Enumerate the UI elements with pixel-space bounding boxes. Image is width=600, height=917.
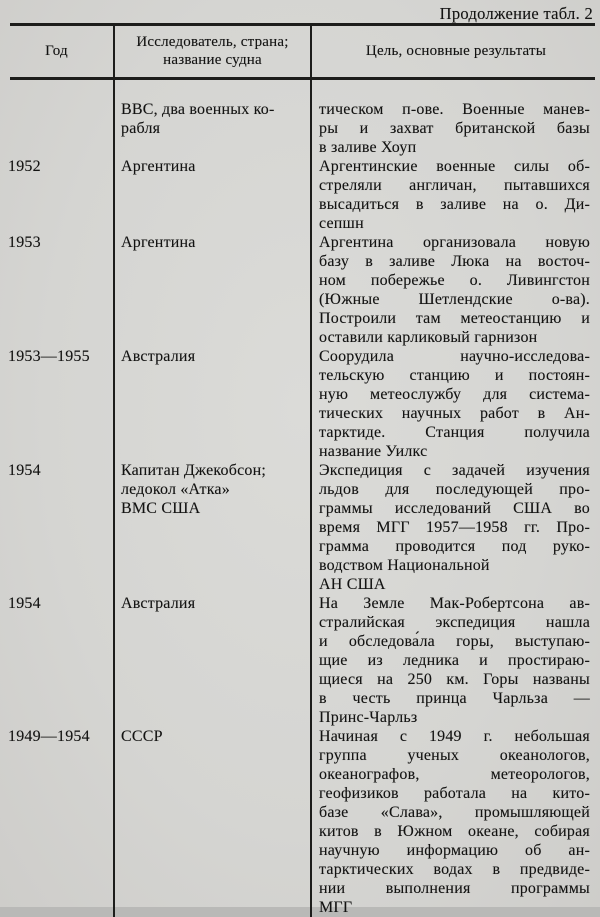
- results-cell: [310, 157, 600, 233]
- researcher-line: Капитан Джекобсон;: [121, 462, 266, 479]
- results-line: Построили там метеостанцию и: [319, 310, 590, 327]
- year-cell: [0, 347, 113, 461]
- results-line: название Уилкс: [319, 443, 428, 460]
- table-continuation-caption: Продолжение табл. 2: [439, 4, 593, 23]
- results-cell: [310, 347, 600, 461]
- header-results-label: Цель, основные результаты: [365, 42, 547, 59]
- results-line: геофизиков работала на кито-: [319, 785, 590, 802]
- results-line: Экспедиция с задачей изучения: [319, 462, 590, 479]
- table-row: [0, 233, 600, 347]
- header-cell-researcher: [113, 26, 310, 77]
- results-line: сепшн: [319, 215, 364, 232]
- year-text: 1954: [8, 462, 41, 479]
- researcher-line: Австралия: [121, 595, 196, 612]
- results-line: Соорудила научно-исследова-: [319, 348, 590, 365]
- year-text: 1953: [8, 234, 41, 251]
- header-researcher-label: [136, 34, 288, 69]
- results-line: научную информацию об ан-: [319, 842, 590, 859]
- results-line: Принс-Чарльз: [319, 709, 418, 726]
- results-line: тарктических водах в предвиде-: [319, 861, 590, 878]
- table-row: [0, 594, 600, 727]
- results-line: стралийская экспедиция нашла: [319, 614, 590, 631]
- results-line: в заливе Хоуп: [319, 139, 417, 156]
- results-cell: [310, 594, 600, 727]
- year-cell: [0, 233, 113, 347]
- results-line: Аргентинские военные силы об-: [319, 158, 590, 175]
- results-line: На Земле Мак-Робертсона ав-: [319, 595, 590, 612]
- results-line: и обследова́ла горы, выступаю-: [319, 633, 590, 650]
- results-line: базе «Слава», промышляющей: [319, 804, 590, 821]
- results-line: ры и захват британской базы: [319, 120, 590, 137]
- year-cell: [0, 79, 113, 157]
- results-cell: [310, 79, 600, 157]
- results-line: в честь принца Чарльза —: [319, 690, 590, 707]
- researcher-line: ВВС, два военных ко-: [121, 101, 275, 118]
- researcher-line: Аргентина: [121, 234, 196, 251]
- results-line: водством Национальной: [319, 557, 490, 574]
- researcher-cell: [113, 233, 310, 347]
- results-line: время МГГ 1957—1958 гг. Про-: [319, 519, 590, 536]
- year-cell: [0, 594, 113, 727]
- results-line: ном побережье о. Ливингстон: [319, 272, 590, 289]
- researcher-line: ВМС США: [121, 500, 201, 517]
- results-line: граммы исследований США во: [319, 500, 590, 517]
- table-row: [0, 461, 600, 594]
- researcher-line: рабля: [121, 120, 161, 137]
- researcher-cell: [113, 79, 310, 157]
- researcher-line: Австралия: [121, 348, 196, 365]
- results-line: щиеся на 250 км. Горы названы: [319, 671, 590, 688]
- table-row: [0, 157, 600, 233]
- results-line: тическом п-ове. Военные манев-: [319, 101, 590, 118]
- results-line: (Южные Шетлендские о-ва).: [319, 291, 590, 308]
- table-row: [0, 727, 600, 917]
- researcher-line: Аргентина: [121, 158, 196, 175]
- results-line: льдов для последующей про-: [319, 481, 590, 498]
- results-cell: [310, 233, 600, 347]
- year-cell: [0, 727, 113, 917]
- researcher-line: СССР: [121, 728, 163, 745]
- results-line: оставили карликовый гарнизон: [319, 329, 538, 346]
- results-line: тарктиде. Станция получила: [319, 424, 590, 441]
- header-cell-year: [0, 26, 113, 77]
- researcher-cell: [113, 727, 310, 917]
- table-row: [0, 347, 600, 461]
- header-cell-results: [310, 26, 600, 77]
- researcher-line: ледокол «Атка»: [121, 481, 230, 498]
- results-cell: [310, 461, 600, 594]
- results-line: стреляли англичан, пытавшихся: [319, 177, 590, 194]
- results-line: щие из ледника и простираю-: [319, 652, 590, 669]
- year-text: 1952: [8, 158, 41, 175]
- year-text: 1949—1954: [8, 728, 90, 745]
- results-line: группа ученых океанологов,: [319, 747, 590, 764]
- year-cell: [0, 157, 113, 233]
- researcher-cell: [113, 347, 310, 461]
- results-line: МГГ: [319, 899, 353, 916]
- researcher-cell: [113, 157, 310, 233]
- results-line: Начиная с 1949 г. небольшая: [319, 728, 590, 745]
- table-row: [0, 79, 600, 157]
- results-line: тельскую станцию и постоян-: [319, 367, 590, 384]
- header-researcher-line2: название судна: [163, 51, 262, 68]
- year-text: 1954: [8, 595, 41, 612]
- table-header-row: [0, 26, 600, 77]
- year-text: 1953—1955: [8, 348, 90, 365]
- results-cell: [310, 727, 600, 917]
- year-cell: [0, 461, 113, 594]
- results-line: Аргентина организовала новую: [319, 234, 590, 251]
- researcher-cell: [113, 594, 310, 727]
- results-line: грамма проводится под руко-: [319, 538, 590, 555]
- header-researcher-line1: Исследователь, страна;: [136, 34, 289, 50]
- results-line: высадиться в заливе на о. Ди-: [319, 196, 590, 213]
- results-line: ную метеослужбу для система-: [319, 386, 590, 403]
- results-line: тических научных работ в Ан-: [319, 405, 590, 422]
- results-line: китов в Южном океане, собирая: [319, 823, 590, 840]
- results-line: базу в заливе Люка на восточ-: [319, 253, 590, 270]
- results-line: АН США: [319, 576, 386, 593]
- researcher-cell: [113, 461, 310, 594]
- results-line: нии выполнения программы: [319, 880, 590, 897]
- table-body: [0, 79, 600, 916]
- header-year-label: Год: [45, 42, 68, 59]
- results-line: океанографов, метеорологов,: [319, 766, 590, 783]
